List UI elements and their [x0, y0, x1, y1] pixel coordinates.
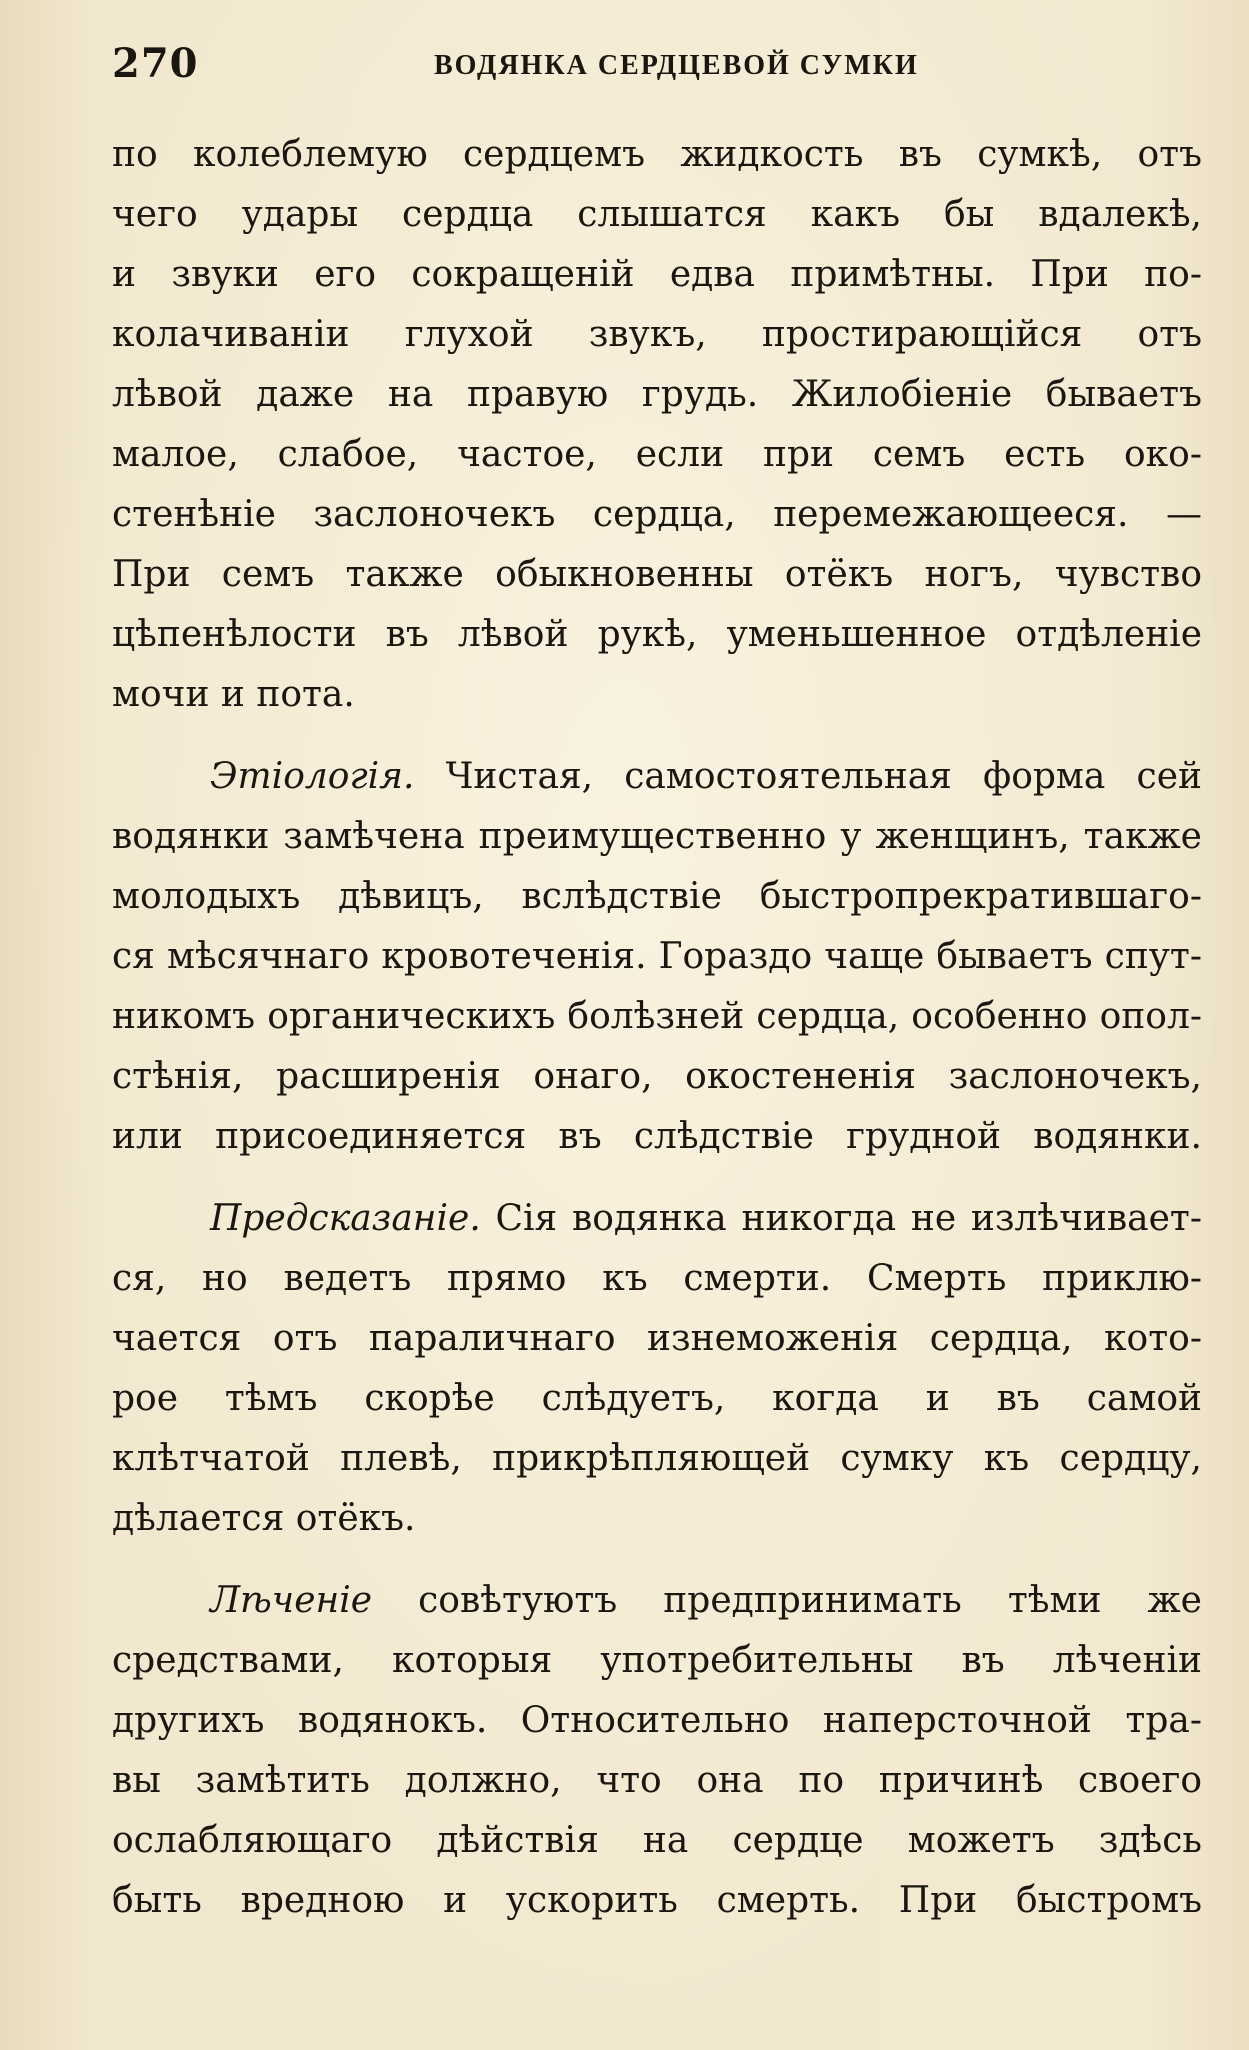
text-line: дѣлается отёкъ. [112, 1498, 416, 1539]
text-line: мочи и пота. [112, 674, 355, 715]
text-line: ослабляющаго дѣйствія на сердце можетъ здѣсь [112, 1820, 1202, 1861]
text-line: по колеблемую сердцемъ жидкость въ сумкѣ, отъ [112, 134, 1202, 175]
text-line: и звуки его сокращеній едва примѣтны. При по- [112, 254, 1202, 295]
text-line: клѣтчатой плевѣ, прикрѣпляющей сумку къ сердцу, [112, 1438, 1202, 1479]
text-line: другихъ водянокъ. Относительно наперсточной тра- [112, 1700, 1202, 1741]
text-line: лѣвой даже на правую грудь. Жилобіеніе бываетъ [112, 374, 1202, 415]
text-line: ся мѣсячнаго кровотеченія. Гораздо чаще бываетъ спут- [112, 936, 1202, 977]
paragraph-symptoms [112, 125, 1202, 725]
paragraph-lead-prognosis: Предсказаніе. [210, 1198, 481, 1239]
text-line: вы замѣтить должно, что она по причинѣ своего [112, 1760, 1202, 1801]
text-line: никомъ органическихъ болѣзней сердца, особенно опол- [112, 996, 1202, 1037]
paragraph-lead-treatment: Лѣченіе [210, 1580, 373, 1621]
text-line: чается отъ параличнаго изнеможенія сердца, кото- [112, 1318, 1202, 1359]
running-title: ВОДЯНКА СЕРДЦЕВОЙ СУМКИ [434, 50, 919, 81]
text-body [112, 125, 1202, 1953]
text-line-content: Сія водянка никогда не излѣчивает- [495, 1198, 1202, 1239]
text-line [112, 1571, 1202, 1631]
text-line: малое, слабое, частое, если при семъ есть око- [112, 434, 1202, 475]
running-header [112, 40, 1202, 100]
text-line: стенѣніе заслоночекъ сердца, перемежающееся. — [112, 494, 1202, 535]
text-line [112, 747, 1202, 807]
text-line: колачиваніи глухой звукъ, простирающійся отъ [112, 314, 1202, 355]
text-line: При семъ также обыкновенны отёкъ ногъ, чувство [112, 554, 1202, 595]
text-line: или присоединяется въ слѣдствіе грудной водянки. [112, 1116, 1202, 1157]
paragraph-prognosis [112, 1189, 1202, 1549]
text-line: чего удары сердца слышатся какъ бы вдалекѣ, [112, 194, 1202, 235]
paragraph-lead-etiology: Этіологія. [210, 756, 415, 797]
text-line: стѣнія, расширенія онаго, окостененія заслоночекъ, [112, 1056, 1202, 1097]
text-line: ся, но ведетъ прямо къ смерти. Смерть приклю- [112, 1258, 1202, 1299]
text-line: молодыхъ дѣвицъ, вслѣдствіе быстропрекратившаго- [112, 876, 1202, 917]
text-line: быть вредною и ускорить смерть. При быстромъ [112, 1880, 1202, 1921]
paragraph-treatment [112, 1571, 1202, 1931]
paragraph-etiology [112, 747, 1202, 1167]
text-line: рое тѣмъ скорѣе слѣдуетъ, когда и въ самой [112, 1378, 1202, 1419]
text-line-content: совѣтуютъ предпринимать тѣми же [418, 1580, 1202, 1621]
text-line: средствами, которыя употребительны въ лѣченіи [112, 1640, 1202, 1681]
text-line-content: Чистая, самостоятельная форма сей [445, 756, 1202, 797]
text-line [112, 1189, 1202, 1249]
page-number: 270 [112, 40, 199, 87]
text-line: цѣпенѣлости въ лѣвой рукѣ, уменьшенное отдѣленіе [112, 614, 1202, 655]
text-line: водянки замѣчена преимущественно у женщинъ, также [112, 816, 1202, 857]
